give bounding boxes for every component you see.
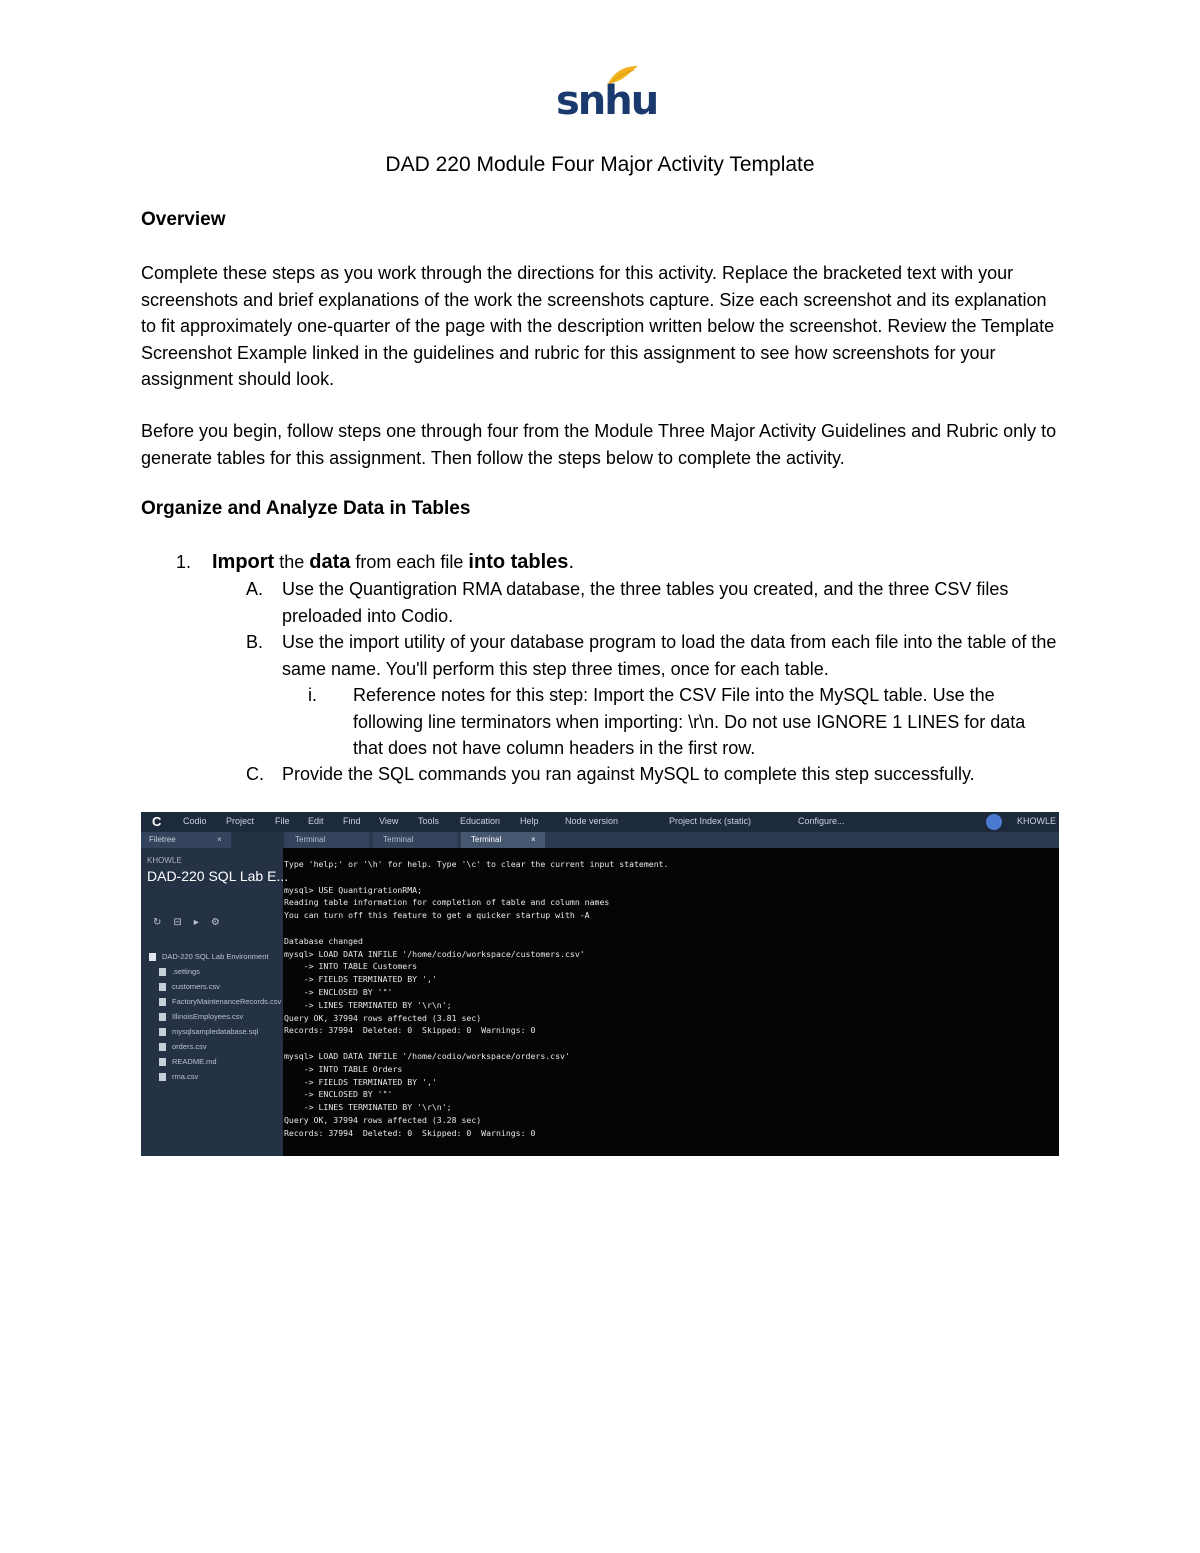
step-letter: A. xyxy=(246,579,264,599)
overview-heading: Overview xyxy=(141,209,226,230)
terminal-line: -> FIELDS TERMINATED BY ',' xyxy=(284,974,437,985)
snhu-logo xyxy=(556,64,658,124)
play-icon[interactable]: ▸ xyxy=(193,917,199,928)
step-number: 1. xyxy=(176,552,192,572)
terminal-line: -> FIELDS TERMINATED BY ',' xyxy=(284,1076,437,1087)
filetree-tab[interactable]: Filetree × xyxy=(141,832,231,848)
tree-file[interactable]: orders.csv xyxy=(159,1042,207,1051)
project-owner: KHOWLE xyxy=(147,856,182,865)
terminal-line: -> LINES TERMINATED BY '\r\n'; xyxy=(284,999,452,1010)
refresh-icon[interactable]: ↻ xyxy=(153,917,162,928)
step-a-text: Use the Quantigration RMA database, the three tables you created, and the three CSV files preloaded into Codio. xyxy=(282,579,1009,626)
sidebar-toolbar xyxy=(153,917,232,928)
menu-node-version[interactable]: Node version xyxy=(565,816,619,826)
logo-text: snhu xyxy=(556,78,658,124)
terminal-line: mysql> USE QuantigrationRMA; xyxy=(284,884,423,895)
user-avatar-icon[interactable] xyxy=(986,814,1002,830)
step-1-text: Import the data from each file into tables. xyxy=(212,551,574,573)
terminal-line: Type 'help;' or '\h' for help. Type '\c' to clear the current input statement. xyxy=(284,859,669,869)
terminal-line: Records: 37994 Deleted: 0 Skipped: 0 Warnings: 0 xyxy=(284,1127,536,1138)
project-name[interactable]: DAD-220 SQL Lab E... xyxy=(147,868,289,884)
close-icon[interactable]: × xyxy=(217,835,222,844)
terminal-line: -> ENCLOSED BY '"' xyxy=(284,986,393,997)
page-title: DAD 220 Module Four Major Activity Template xyxy=(385,153,815,176)
terminal-line: mysql> LOAD DATA INFILE '/home/codio/workspace/orders.csv' xyxy=(284,1050,570,1061)
tab-terminal-3[interactable]: Terminal × xyxy=(461,832,545,848)
codio-logo-icon: C xyxy=(152,814,162,829)
step-letter: B. xyxy=(246,632,264,652)
menu-project-index[interactable]: Project Index (static) xyxy=(669,816,752,826)
step-roman: i. xyxy=(308,685,317,705)
terminal-line xyxy=(284,1037,1054,1050)
terminal-line: -> INTO TABLE Customers xyxy=(284,961,418,972)
overview-paragraph-1: Complete these steps as you work through the directions for this activity. Replace the bracketed text with your screenshots and brief explanations of the work the screenshots capture. Size each screenshot and its explanation to fit approximately one-quarter of the page with the description written below the screenshot. Review the Template Screenshot Example linked in the guidelines and rubric for this assignment to see how screenshots for your assignment should look. xyxy=(141,263,1055,389)
terminal-line: Database changed xyxy=(284,935,363,946)
tree-file[interactable]: IllinoisEmployees.csv xyxy=(159,1012,243,1021)
settings-icon[interactable]: ⚙ xyxy=(210,917,220,928)
tab-terminal-1[interactable]: Terminal xyxy=(285,832,369,848)
tree-file[interactable]: rma.csv xyxy=(159,1072,198,1081)
menu-project[interactable]: Project xyxy=(226,816,255,826)
tree-file[interactable]: customers.csv xyxy=(159,982,220,991)
menu-configure[interactable]: Configure... xyxy=(798,816,845,826)
collapse-icon[interactable]: ⊟ xyxy=(173,917,182,928)
codio-screenshot xyxy=(141,812,1059,1156)
step-c-text: Provide the SQL commands you ran against MySQL to complete this step successfully. xyxy=(282,764,975,784)
menu-help[interactable]: Help xyxy=(520,816,539,826)
menu-education[interactable]: Education xyxy=(460,816,501,826)
terminal-line: Reading table information for completion of table and column names xyxy=(284,897,610,908)
tree-file[interactable]: .settings xyxy=(159,967,200,976)
menu-edit[interactable]: Edit xyxy=(308,816,324,826)
terminal-line: Records: 37994 Deleted: 0 Skipped: 0 Warnings: 0 xyxy=(284,1025,536,1036)
step-b-text: Use the import utility of your database program to load the data from each file into the table of the same name. You'll perform this step three times, once for each table. xyxy=(282,632,1057,679)
menu-view[interactable]: View xyxy=(379,816,399,826)
file-tree-sidebar xyxy=(141,832,289,1156)
terminal-line: -> INTO TABLE Orders xyxy=(284,1063,403,1074)
tree-file[interactable]: FactoryMaintenanceRecords.csv xyxy=(159,997,281,1006)
terminal-line: Query OK, 37994 rows affected (3.28 sec) xyxy=(284,1114,482,1125)
terminal-line: mysql> LOAD DATA INFILE '/home/codio/workspace/customers.csv' xyxy=(284,948,585,959)
menu-username[interactable]: KHOWLE xyxy=(1017,816,1057,826)
step-i-text: Reference notes for this step: Import the CSV File into the MySQL table. Use the following line terminators when importing: \r\n. Do not use IGNORE 1 LINES for data that does not have column headers in the first row. xyxy=(353,685,1026,758)
overview-paragraph-2: Before you begin, follow steps one through four from the Module Three Major Activity Guidelines and Rubric only to generate tables for this assignment. Then follow the steps below to complete the activity. xyxy=(141,421,1057,468)
menu-tools[interactable]: Tools xyxy=(418,816,440,826)
terminal-tabbar xyxy=(283,832,1059,848)
terminal-line: You can turn off this feature to get a quicker startup with -A xyxy=(284,910,590,921)
step-letter: C. xyxy=(246,764,264,784)
terminal-line: -> LINES TERMINATED BY '\r\n'; xyxy=(284,1102,452,1113)
terminal-line xyxy=(284,871,1054,884)
close-icon[interactable]: × xyxy=(531,835,536,844)
menu-file[interactable]: File xyxy=(275,816,290,826)
tree-root-folder[interactable]: DAD-220 SQL Lab Environment xyxy=(149,952,268,961)
terminal-line: Query OK, 37994 rows affected (3.81 sec) xyxy=(284,1012,482,1023)
tree-file[interactable]: README.md xyxy=(159,1057,217,1066)
codio-menubar xyxy=(141,812,1059,832)
flame-icon xyxy=(606,64,640,86)
organize-heading: Organize and Analyze Data in Tables xyxy=(141,498,471,519)
terminal-output[interactable] xyxy=(284,858,1054,1140)
terminal-line: -> ENCLOSED BY '"' xyxy=(284,1089,393,1100)
tree-file[interactable]: mysqlsampledatabase.sql xyxy=(159,1027,258,1036)
menu-codio[interactable]: Codio xyxy=(183,816,207,826)
menu-find[interactable]: Find xyxy=(343,816,361,826)
tab-terminal-2[interactable]: Terminal xyxy=(373,832,457,848)
terminal-line xyxy=(284,922,1054,935)
